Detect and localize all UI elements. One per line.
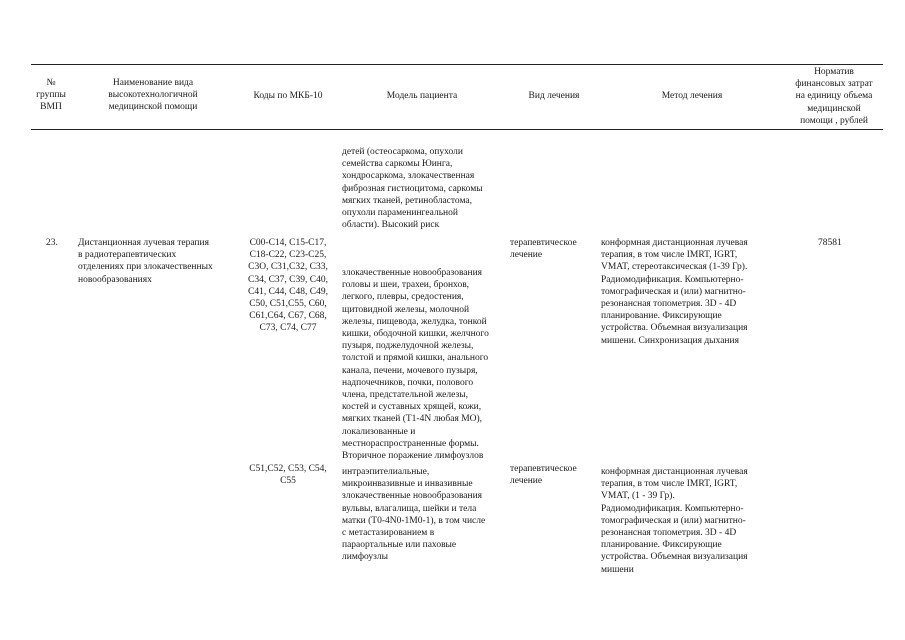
text-line: члена, предстательной железы,: [342, 390, 468, 401]
text-line: терапия, в том числе IMRT, IGRT,: [601, 479, 738, 490]
text-line: злокачественные новообразования: [342, 268, 483, 278]
financial-norm-value: 78581: [818, 238, 842, 248]
header-group-number: [32, 77, 70, 114]
text-line: Модель пациента: [386, 91, 458, 101]
text-line: Норматив: [814, 67, 854, 77]
text-line: Дистанционная лучевая терапия: [78, 238, 209, 248]
treatment-type-1: [510, 237, 577, 261]
text-line: мягких тканей (T1-4N любая MO),: [342, 414, 483, 425]
treatment-type-2: [510, 463, 577, 487]
text-line: легкого, плевры, средостения,: [342, 292, 464, 303]
text-line: резонансная топометрия. 3D - 4D: [601, 528, 737, 539]
text-line: костей и суставных хрящей, кожи,: [342, 402, 482, 413]
text-line: C73, C74, C77: [259, 323, 317, 334]
group-number: 23.: [46, 238, 58, 248]
text-line: терапия, в том числе IMRT, IGRT,: [601, 250, 738, 261]
patient-model-2: [342, 466, 485, 564]
text-line: C18-C22, C23-C25,: [249, 250, 327, 261]
text-line: C55: [280, 476, 296, 487]
text-line: медицинской: [807, 103, 861, 114]
text-line: медицинской помощи: [108, 102, 198, 113]
text-line: матки (T0-4N0-1M0-1), в том числе: [342, 515, 486, 526]
treatment-method-1: [601, 237, 748, 347]
text-line: конформная дистанционная лучевая: [601, 467, 748, 477]
text-line: на единицу объема: [795, 91, 873, 102]
vmp-name: [78, 237, 213, 286]
text-line: C00-C14, C15-C17,: [249, 238, 327, 248]
text-line: Радиомодификация. Компьютерно-: [601, 503, 744, 514]
text-line: канала, печени, мочевого пузыря,: [342, 365, 478, 376]
header-bottom-rule: [31, 129, 883, 130]
table-top-rule: [31, 64, 883, 65]
text-line: Вторичное поражение лимфоузлов: [342, 451, 484, 462]
text-line: резонансная топометрия. 3D - 4D: [601, 299, 737, 310]
text-line: с метастазированием в: [342, 528, 435, 539]
text-line: параортальные или паховые: [342, 540, 457, 551]
text-line: железы, пищевода, желудка, тонкой: [342, 316, 487, 327]
text-line: опухоли параменингеальной: [342, 208, 458, 219]
text-line: лечение: [510, 250, 543, 261]
text-line: мишени: [601, 564, 634, 575]
text-line: VMAT, (1 - 39 Гр).: [601, 491, 675, 502]
text-line: хондросаркома, злокачественная: [342, 171, 475, 182]
text-line: конформная дистанционная лучевая: [601, 238, 748, 248]
treatment-method-2: [601, 466, 748, 576]
text-line: Коды по МКБ-10: [253, 91, 323, 101]
header-financial-norm: [786, 66, 882, 127]
header-icd-codes: [238, 90, 338, 102]
text-line: томографическая и (или) магнитно-: [601, 515, 746, 526]
text-line: группы: [36, 90, 66, 101]
text-line: терапевтическое: [510, 464, 577, 474]
patient-model-continued: [342, 146, 483, 231]
text-line: C3O, C31,C32, C33,: [248, 262, 328, 273]
text-line: области). Высокий риск: [342, 220, 440, 231]
text-line: ВМП: [40, 102, 62, 113]
header-vmp-name: [78, 77, 228, 114]
text-line: пузыря, поджелудочной железы,: [342, 341, 474, 352]
icd-codes-2: [238, 463, 338, 487]
text-line: лечение: [510, 476, 543, 487]
text-line: толстой и прямой кишки, анального: [342, 353, 489, 364]
text-line: устройства. Объемная визуализация: [601, 323, 748, 334]
header-treatment-type: [512, 90, 596, 102]
text-line: кишки, ободочной кишки, желчного: [342, 329, 489, 340]
text-line: C61,C64, C67, C68,: [249, 311, 327, 322]
text-line: Метод лечения: [661, 91, 723, 101]
text-line: финансовых затрат: [795, 79, 873, 90]
text-line: головы и шеи, трахеи, бронхов,: [342, 280, 470, 291]
text-line: щитовидной железы, молочной: [342, 304, 470, 315]
text-line: C41, C44, C48, C49,: [248, 286, 328, 297]
text-line: Радиомодификация. Компьютерно-: [601, 274, 744, 285]
text-line: микроинвазивные и инвазивные: [342, 479, 473, 490]
icd-codes-1: [238, 237, 338, 335]
text-line: фиброзная гистиоцитома, саркомы: [342, 183, 483, 194]
text-line: C51,C52, C53, C54,: [249, 464, 327, 474]
text-line: томографическая и (или) магнитно-: [601, 286, 746, 297]
text-line: семейства саркомы Юинга,: [342, 159, 453, 170]
text-line: злокачественные новообразования: [342, 491, 483, 502]
text-line: детей (остеосаркома, опухоли: [342, 147, 463, 157]
text-line: мишени. Синхронизация дыхания: [601, 335, 739, 346]
text-line: новообразованиях: [78, 274, 152, 285]
text-line: отделениях при злокачественных: [78, 262, 213, 273]
text-line: Вид лечения: [528, 91, 580, 101]
text-line: терапевтическое: [510, 238, 577, 248]
text-line: C50, C51,C55, C60,: [249, 299, 327, 310]
text-line: VMAT, стереотаксическая (1-39 Гр).: [601, 262, 748, 273]
text-line: в радиотерапевтических: [78, 250, 177, 261]
text-line: лимфоузлы: [342, 552, 389, 563]
text-line: планирование. Фиксирующие: [601, 311, 722, 322]
header-treatment-method: [606, 90, 778, 102]
text-line: мягких тканей, ретинобластома,: [342, 195, 473, 206]
text-line: надпочечников, почки, полового: [342, 377, 474, 388]
text-line: интраэпителиальные,: [342, 467, 430, 477]
patient-model-1: [342, 267, 489, 462]
text-line: Наименование вида: [112, 78, 194, 88]
text-line: локализованные и: [342, 426, 416, 437]
text-line: устройства. Объемная визуализация: [601, 552, 748, 563]
header-patient-model: [342, 90, 502, 102]
text-line: вульвы, влагалища, шейки и тела: [342, 503, 477, 514]
text-line: планирование. Фиксирующие: [601, 540, 722, 551]
text-line: C34, C37, C39, C40,: [248, 274, 328, 285]
text-line: помощи , рублей: [800, 115, 868, 126]
text-line: №: [46, 78, 56, 88]
text-line: высокотехнологичной: [108, 90, 198, 101]
text-line: местнораспространенные формы.: [342, 438, 479, 449]
